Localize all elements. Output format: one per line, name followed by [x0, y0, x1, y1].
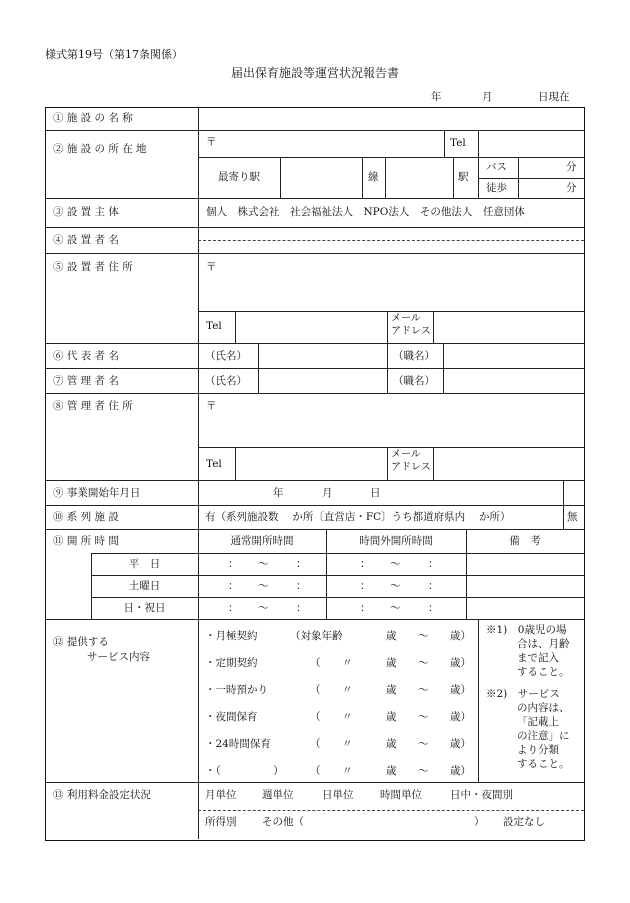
age-tilde: 〜: [418, 657, 429, 669]
age-sai: 歳: [386, 765, 397, 777]
operator-type-options: 個人 株式会社 社会福祉法人 NPO法人 その他法人 任意団体: [206, 206, 525, 218]
station-label: 駅: [458, 171, 469, 183]
mgr-name-label: （氏名）: [205, 375, 247, 387]
col-remarks: 備 考: [509, 535, 541, 547]
day-weekday: 平 日: [128, 558, 161, 570]
age-tilde: 〜: [418, 711, 429, 723]
age-sai: 歳: [386, 684, 397, 696]
tel-label: Tel: [206, 320, 222, 332]
time-colon: ：: [360, 558, 371, 570]
date-day: 日現在: [538, 91, 570, 103]
label-fee-settings: ⑬ 利用料金設定状況: [53, 789, 151, 801]
fee-other-close: ）: [474, 816, 485, 828]
age-paren: （: [310, 711, 321, 723]
time-colon: ：: [296, 602, 307, 614]
fee-monthly: 月単位: [205, 789, 237, 801]
age-ditto: 〃: [342, 711, 353, 723]
time-colon: ：: [360, 602, 371, 614]
note2-line1: ※2) サービス: [486, 688, 560, 700]
age-paren: （: [310, 738, 321, 750]
postal-mark: 〒: [206, 400, 217, 412]
rep-post-label: （職名）: [393, 350, 435, 362]
form-number: 様式第19号（第17条関係）: [45, 48, 183, 61]
time-colon: ：: [296, 580, 307, 592]
age-close: 歳）: [450, 630, 471, 642]
bus-label: バス: [486, 161, 507, 173]
age-close: 歳）: [450, 711, 471, 723]
note2-line2: の内容は、: [517, 702, 570, 714]
label-manager: ⑦ 管 理 者 名: [53, 375, 119, 387]
service-monthly: ・月極契約: [205, 630, 258, 642]
time-colon: ：: [428, 580, 439, 592]
fee-income: 所得別: [205, 816, 237, 828]
day-holiday: 日・祝日: [123, 602, 166, 614]
label-facility-address: ② 施 設 の 所 在 地: [53, 143, 147, 155]
service-regular: ・定期契約: [205, 657, 258, 669]
time-tilde: 〜: [258, 602, 269, 614]
mail-label-1: メール: [391, 313, 421, 324]
age-paren: （: [310, 684, 321, 696]
time-colon: ：: [228, 602, 239, 614]
time-tilde: 〜: [390, 580, 401, 592]
label-operator-name: ④ 設 置 者 名: [53, 234, 119, 246]
bus-min-label: 分: [566, 161, 577, 173]
mgr-post-label: （職名）: [393, 375, 435, 387]
service-24h: ・24時間保育: [205, 738, 271, 750]
start-month: 月: [322, 487, 333, 499]
day-saturday: 土曜日: [128, 580, 161, 592]
age-paren: （: [310, 657, 321, 669]
fee-day-night: 日中・夜間別: [450, 789, 513, 801]
service-night: ・夜間保育: [205, 711, 258, 723]
fee-weekly: 週単位: [262, 789, 294, 801]
note1-line3: まで記入: [517, 652, 559, 664]
age-tilde: 〜: [418, 765, 429, 777]
age-target-label: （対象年齢: [290, 630, 343, 642]
mail-label-2: アドレス: [391, 326, 431, 337]
note1-line2: 合は、月齢: [517, 638, 570, 650]
age-sai: 歳: [386, 630, 397, 642]
label-representative: ⑥ 代 表 者 名: [53, 350, 119, 362]
walk-min-label: 分: [566, 182, 577, 194]
label-operator-address: ⑤ 設 置 者 住 所: [53, 261, 133, 273]
age-tilde: 〜: [418, 630, 429, 642]
time-colon: ：: [428, 602, 439, 614]
age-sai: 歳: [386, 657, 397, 669]
note1-line4: すること。: [517, 666, 570, 678]
age-ditto: 〃: [342, 684, 353, 696]
service-temporary: ・一時預かり: [205, 684, 268, 696]
walk-label: 徒歩: [486, 182, 507, 194]
time-tilde: 〜: [390, 602, 401, 614]
label-affiliated: ⑩ 系 列 施 設: [53, 511, 119, 523]
postal-mark: 〒: [206, 136, 217, 148]
age-close: 歳）: [450, 765, 471, 777]
age-tilde: 〜: [418, 738, 429, 750]
affiliated-no: 無: [567, 511, 578, 523]
label-operator-type: ③ 設 置 主 体: [53, 206, 119, 218]
mail-label-2: アドレス: [391, 462, 431, 473]
note2-line6: すること。: [517, 758, 570, 770]
fee-daily: 日単位: [322, 789, 354, 801]
age-close: 歳）: [450, 657, 471, 669]
age-tilde: 〜: [418, 684, 429, 696]
age-paren: （: [310, 765, 321, 777]
time-colon: ：: [360, 580, 371, 592]
fee-other: その他（: [262, 816, 304, 828]
time-tilde: 〜: [258, 558, 269, 570]
form-title: 届出保育施設等運営状況報告書: [230, 66, 399, 80]
start-year: 年: [273, 487, 284, 499]
age-ditto: 〃: [342, 657, 353, 669]
time-colon: ：: [428, 558, 439, 570]
note1-line1: ※1) 0歳児の場: [486, 624, 567, 636]
age-close: 歳）: [450, 738, 471, 750]
time-colon: ：: [296, 558, 307, 570]
mail-label-1: メール: [391, 449, 421, 460]
time-tilde: 〜: [390, 558, 401, 570]
time-tilde: 〜: [258, 580, 269, 592]
label-services-sub: サービス内容: [87, 651, 150, 663]
start-day: 日: [370, 487, 381, 499]
label-services: ⑫ 提供する: [53, 636, 109, 648]
fee-hourly: 時間単位: [380, 789, 422, 801]
postal-mark: 〒: [206, 261, 217, 273]
note2-line5: より分類: [517, 744, 559, 756]
date-month: 月: [482, 91, 493, 103]
age-sai: 歳: [386, 711, 397, 723]
col-extra-hours: 時間外開所時間: [359, 535, 433, 547]
label-facility-name: ① 施 設 の 名 称: [53, 112, 133, 124]
age-sai: 歳: [386, 738, 397, 750]
label-manager-address: ⑧ 管 理 者 住 所: [53, 400, 133, 412]
time-colon: ：: [228, 558, 239, 570]
tel-label: Tel: [450, 137, 466, 149]
col-normal-hours: 通常開所時間: [230, 535, 294, 547]
time-colon: ：: [228, 580, 239, 592]
note2-line4: の注意」に: [517, 730, 570, 742]
rep-name-label: （氏名）: [205, 350, 247, 362]
affiliated-yes: 有（系列施設数 か所〔直営店・FC〕うち都道府県内 か所）: [205, 511, 511, 523]
tel-label: Tel: [206, 458, 222, 470]
date-year: 年: [431, 91, 442, 103]
label-hours: ⑪ 開 所 時 間: [53, 535, 119, 547]
nearest-station-label: 最寄り駅: [218, 171, 260, 183]
label-start-date: ⑨ 事業開始年月日: [53, 487, 141, 499]
line-label: 線: [368, 171, 379, 183]
age-close: 歳）: [450, 684, 471, 696]
service-other: ・（ ）: [205, 765, 284, 777]
age-ditto: 〃: [342, 738, 353, 750]
age-ditto: 〃: [342, 765, 353, 777]
fee-none: 設定なし: [503, 816, 545, 828]
note2-line3: 「記載上: [517, 716, 559, 728]
